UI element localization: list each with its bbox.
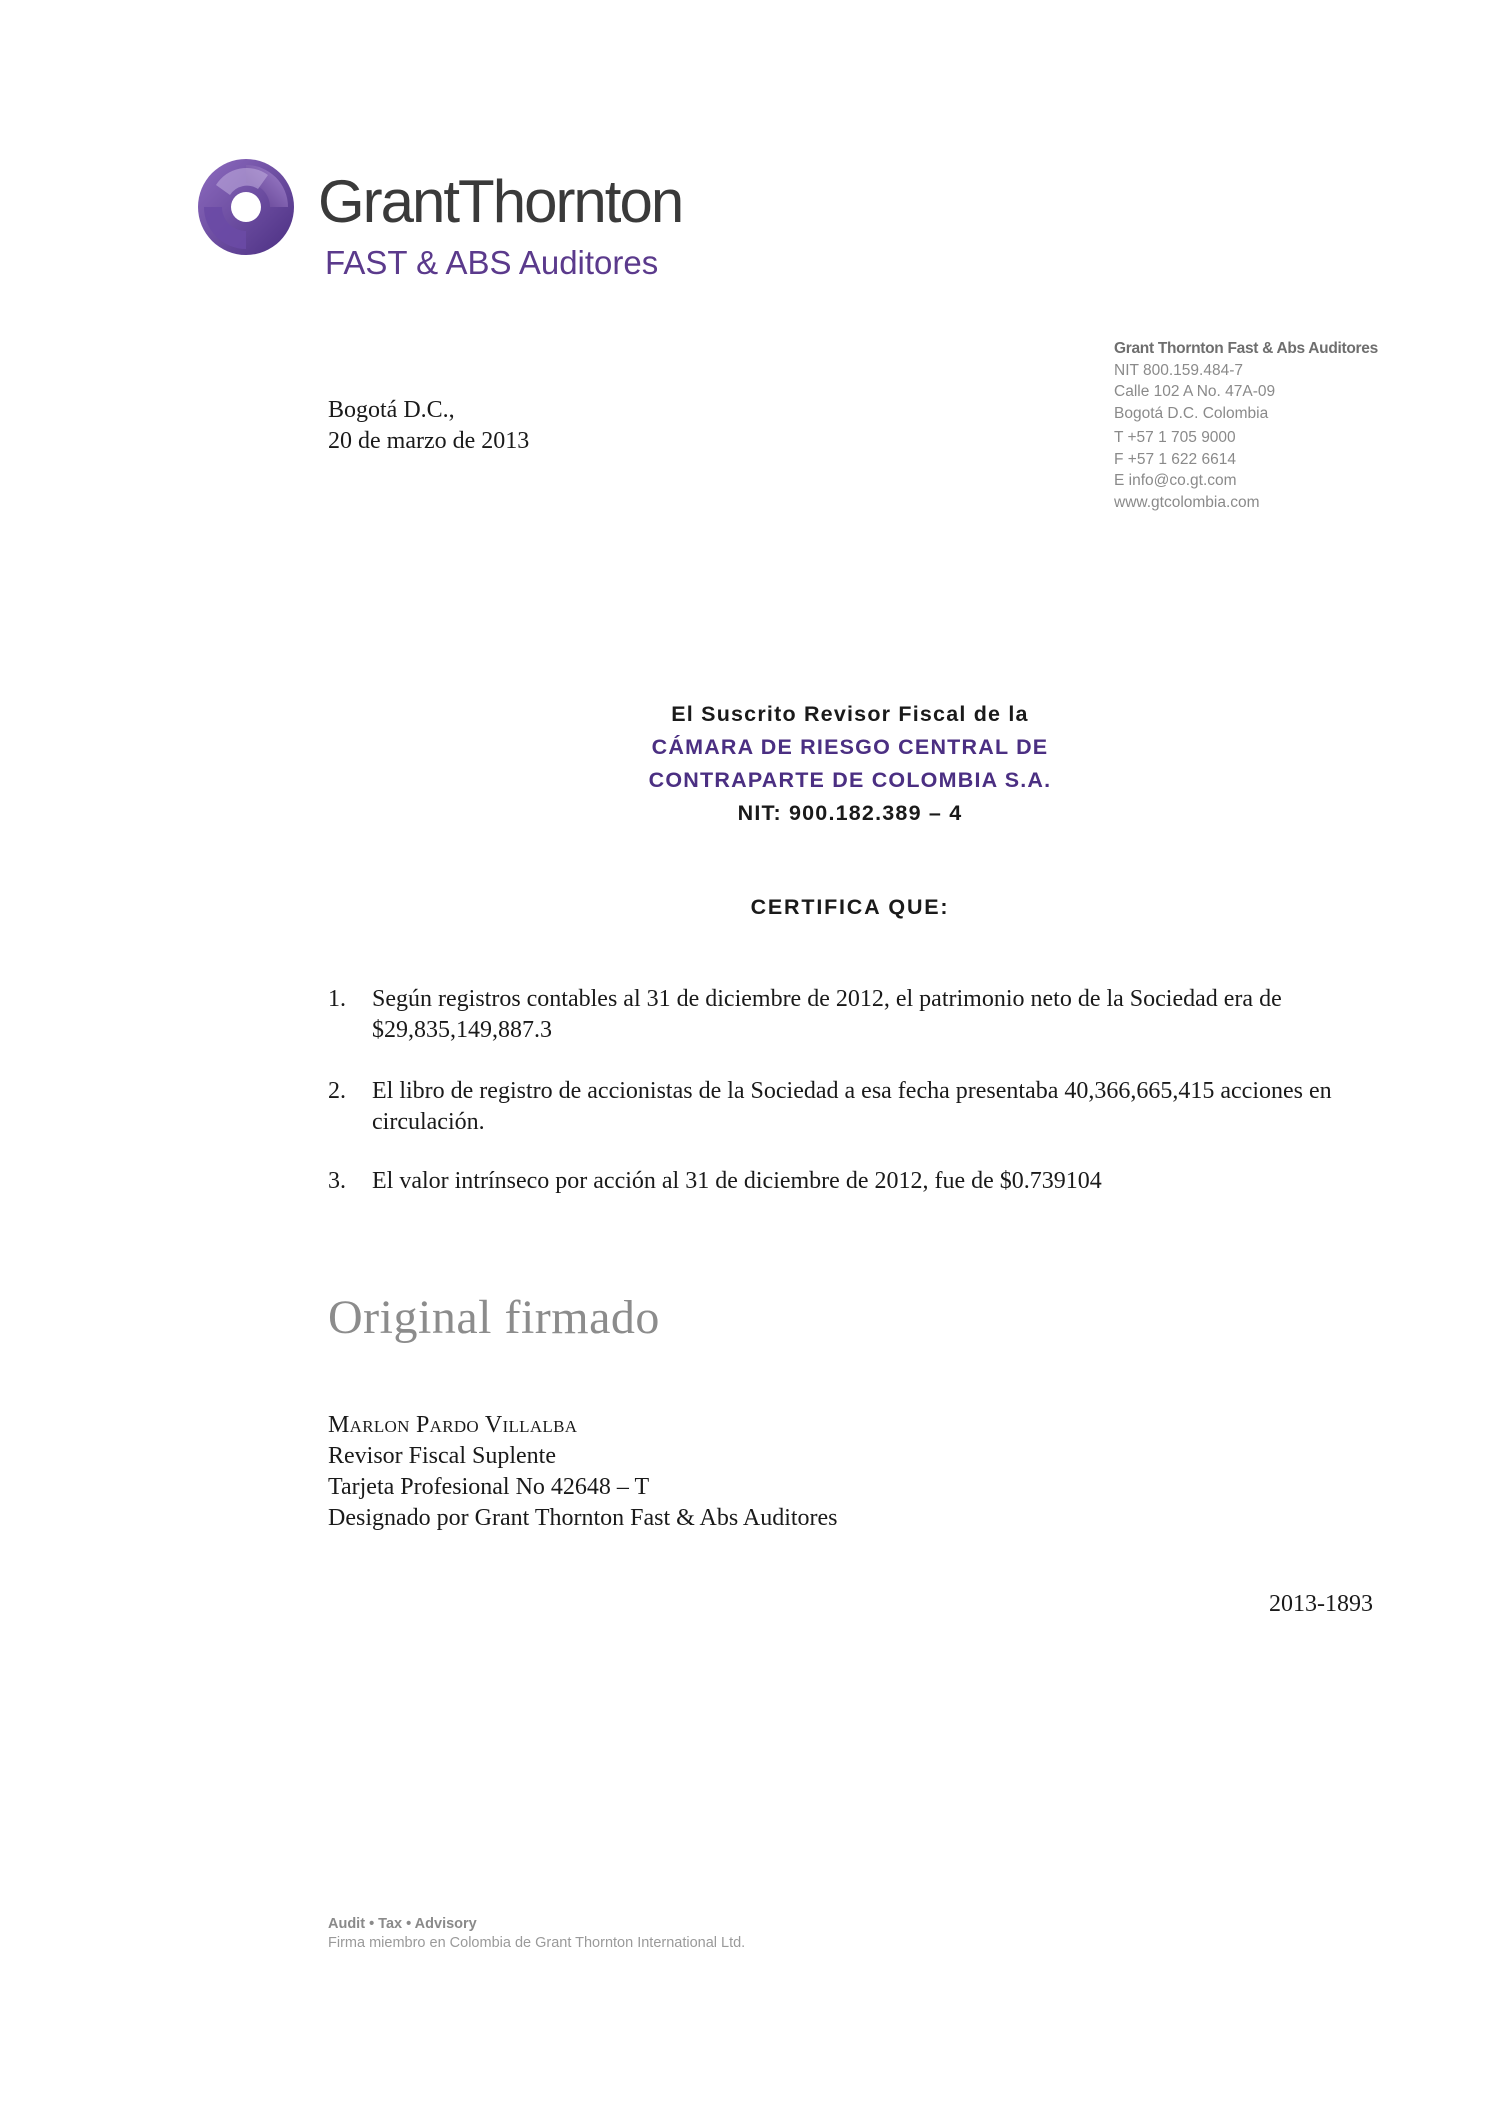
list-item-text: Según registros contables al 31 de diciembre de 2012, el patrimonio neto de la Sociedad era de $29,835,149,887.3 <box>372 986 1282 1043</box>
list-item <box>328 1166 1373 1197</box>
list-item-text: El valor intrínseco por acción al 31 de diciembre de 2012, fue de $0.739104 <box>372 1168 1102 1194</box>
organization-name-line2: CONTRAPARTE DE COLOMBIA S.A. <box>648 768 1052 792</box>
firm-address-block <box>1114 338 1378 513</box>
signer-card: Tarjeta Profesional No 42648 – T <box>328 1474 650 1500</box>
footer-member-note: Firma miembro en Colombia de Grant Thornton International Ltd. <box>328 1935 746 1951</box>
list-item-number: 2. <box>328 1078 346 1104</box>
page-footer <box>328 1915 745 1953</box>
grant-thornton-swirl-icon <box>196 157 296 257</box>
heading-line: El Suscrito Revisor Fiscal de la <box>671 702 1029 726</box>
firm-name: Grant Thornton Fast & Abs Auditores <box>1114 340 1378 357</box>
firm-phone: T +57 1 705 9000 <box>1114 429 1236 446</box>
signer-block <box>328 1410 838 1534</box>
signer-role: Revisor Fiscal Suplente <box>328 1443 556 1469</box>
list-item <box>328 1076 1373 1138</box>
list-item <box>328 984 1373 1046</box>
brand-subtitle: FAST & ABS Auditores <box>325 244 659 281</box>
document-number: 2013-1893 <box>1269 1591 1373 1617</box>
letter-place: Bogotá D.C., <box>328 397 455 423</box>
signer-designation: Designado por Grant Thornton Fast & Abs Auditores <box>328 1505 838 1531</box>
list-item-number: 1. <box>328 986 346 1012</box>
certifies-heading: CERTIFICA QUE: <box>750 895 950 919</box>
firm-nit: NIT 800.159.484-7 <box>1114 361 1243 379</box>
certificate-heading <box>590 698 1110 830</box>
place-and-date <box>328 395 529 457</box>
organization-name-line1: CÁMARA DE RIESGO CENTRAL DE <box>651 735 1049 759</box>
signer-name: Marlon Pardo Villalba <box>328 1412 578 1438</box>
firm-fax: F +57 1 622 6614 <box>1114 450 1236 468</box>
organization-nit: NIT: 900.182.389 – 4 <box>737 801 963 825</box>
firm-email: E info@co.gt.com <box>1114 472 1237 489</box>
brand-name: GrantThornton <box>318 168 683 235</box>
firm-street: Calle 102 A No. 47A-09 <box>1114 383 1276 400</box>
firm-website: www.gtcolombia.com <box>1114 493 1260 511</box>
list-item-number: 3. <box>328 1168 346 1194</box>
footer-services: Audit • Tax • Advisory <box>328 1916 477 1932</box>
firm-city: Bogotá D.C. Colombia <box>1114 404 1269 422</box>
original-signed-mark: Original firmado <box>328 1291 660 1344</box>
list-item-text: El libro de registro de accionistas de la Sociedad a esa fecha presentaba 40,366,665,415 acciones en circulación. <box>372 1078 1332 1135</box>
letter-date: 20 de marzo de 2013 <box>328 428 530 454</box>
